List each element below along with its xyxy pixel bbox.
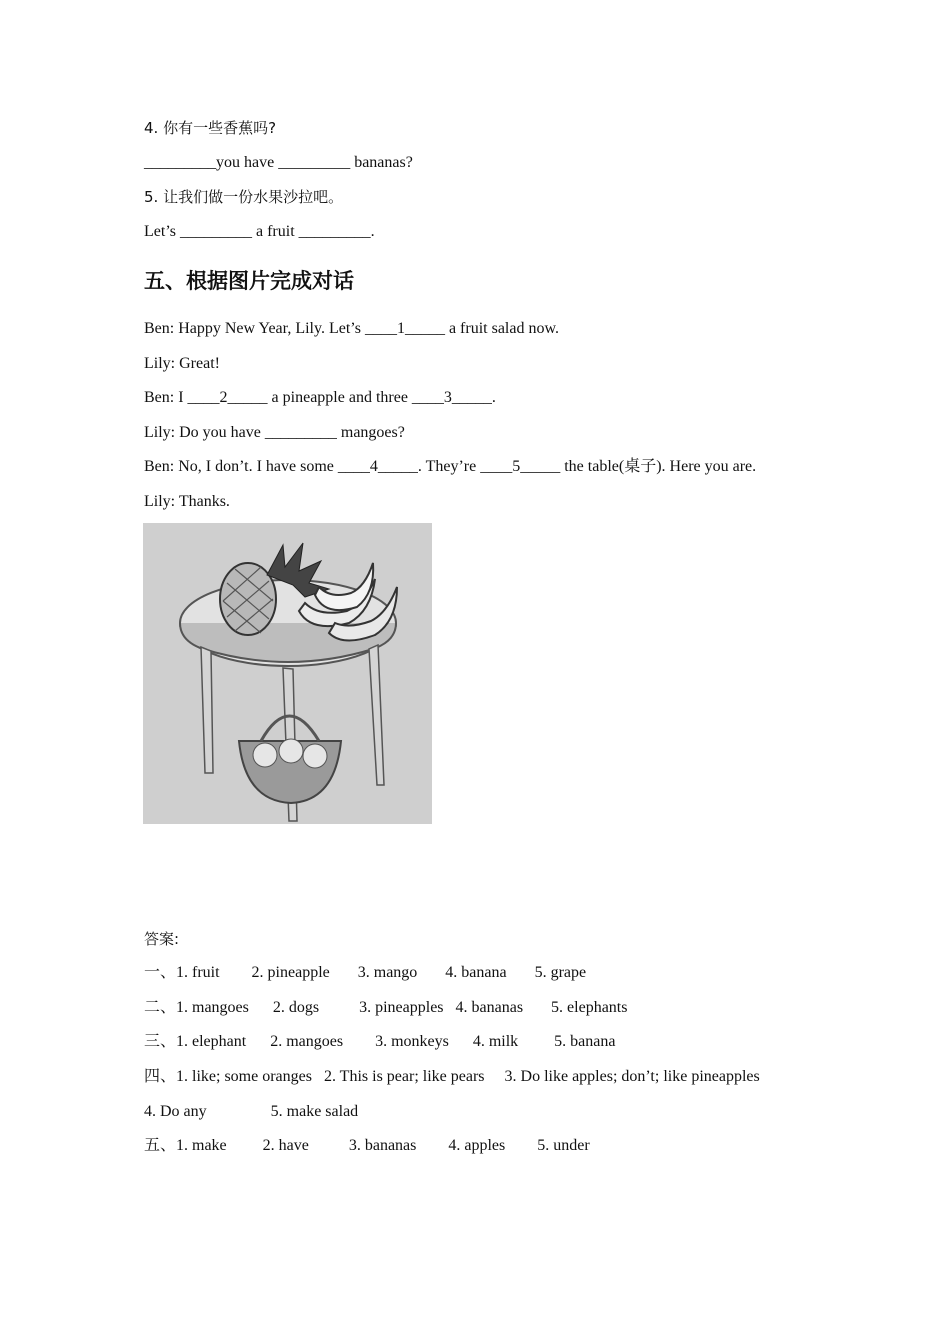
question-4-english: _________you have _________ bananas? — [144, 154, 413, 171]
dialogue-line: Ben: I ____2_____ a pineapple and three ____3_____. — [144, 389, 496, 406]
answers-title: 答案: — [144, 930, 180, 948]
section-5-heading: 五、根据图片完成对话 — [144, 269, 354, 293]
question-5-chinese: 5. 让我们做一份水果沙拉吧。 — [144, 188, 344, 206]
dialogue-line: Ben: Happy New Year, Lily. Let’s ____1_____ a fruit salad now. — [144, 320, 559, 337]
answer-line: 四、1. like; some oranges 2. This is pear; like pears 3. Do like apples; don’t; like pineapples — [144, 1068, 760, 1085]
dialogue-line: Lily: Thanks. — [144, 493, 230, 510]
answer-line: 一、1. fruit 2. pineapple 3. mango 4. banana 5. grape — [144, 964, 587, 981]
apple — [303, 744, 327, 768]
answer-line: 三、1. elephant 2. mangoes 3. monkeys 4. milk 5. banana — [144, 1033, 616, 1050]
question-5-english: Let’s _________ a fruit _________. — [144, 223, 375, 240]
apple — [279, 739, 303, 763]
answer-line: 二、1. mangoes 2. dogs 3. pineapples 4. bananas 5. elephants — [144, 999, 628, 1016]
question-4-chinese: 4. 你有一些香蕉吗? — [144, 119, 277, 137]
answer-line: 五、1. make 2. have 3. bananas 4. apples 5. under — [144, 1137, 590, 1154]
dialogue-line: Lily: Great! — [144, 355, 220, 372]
dialogue-line: Ben: No, I don’t. I have some ____4_____. They’re ____5_____ the table(桌子). Here you are. — [144, 458, 757, 475]
dialogue-line: Lily: Do you have _________ mangoes? — [144, 424, 405, 441]
fruit-table-illustration — [143, 523, 432, 824]
apple — [253, 743, 277, 767]
answer-line: 4. Do any 5. make salad — [144, 1103, 359, 1120]
